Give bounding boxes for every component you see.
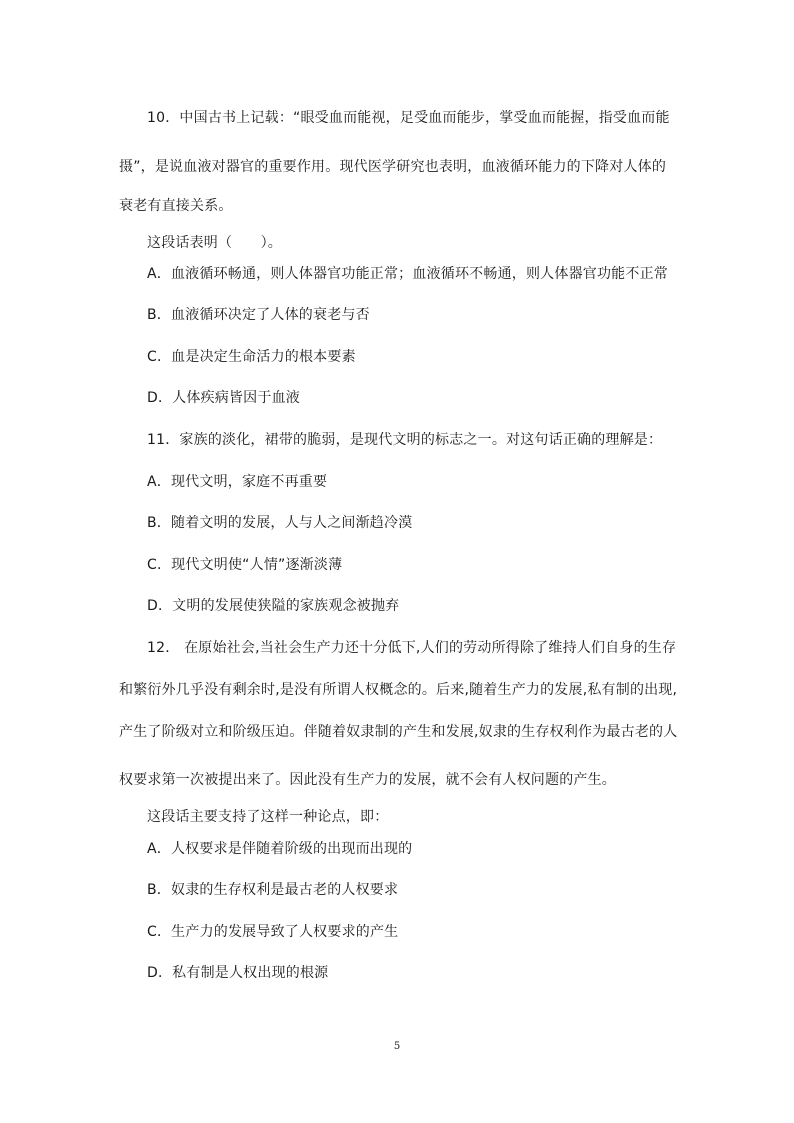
question-stem-line: 11．家族的淡化，裙带的脆弱，是现代文明的标志之一。对这句话正确的理解是： (147, 432, 663, 448)
question-stem-line: 产生了阶级对立和阶级压迫。伴随着奴隶制的产生和发展,奴隶的生存权利作为最古老的人 (119, 724, 678, 740)
question-stem-line: 衰老有直接关系。 (119, 198, 233, 214)
page-number: 5 (393, 1041, 401, 1052)
option-a: A．现代文明，家庭不再重要 (147, 474, 328, 490)
option-c: C．现代文明使“人情”逐渐淡薄 (147, 557, 343, 573)
question-stem-line: 12． 在原始社会,当社会生产力还十分低下,人们的劳动所得除了维持人们自身的生存 (147, 640, 677, 656)
option-a: A．血液循环畅通，则人体器官功能正常；血液循环不畅通，则人体器官功能不正常 (147, 266, 668, 282)
question-stem-line: 权要求第一次被提出来了。因此没有生产力的发展，就不会有人权问题的产生。 (119, 772, 616, 788)
option-c: C．生产力的发展导致了人权要求的产生 (147, 924, 399, 940)
question-stem-line: 和繁衍外几乎没有剩余时,是没有所谓人权概念的。后来,随着生产力的发展,私有制的出现, (119, 682, 678, 698)
option-b: B．血液循环决定了人体的衰老与否 (147, 307, 370, 323)
option-a: A．人权要求是伴随着阶级的出现而出现的 (147, 841, 413, 857)
option-b: B．奴隶的生存权利是最古老的人权要求 (147, 882, 399, 898)
option-b: B．随着文明的发展，人与人之间渐趋冷漠 (147, 515, 413, 531)
question-stem-line: 摄”，是说血液对器官的重要作用。现代医学研究也表明，血液循环能力的下降对人体的 (119, 159, 667, 175)
question-prompt: 这段话表明（ ）。 (147, 235, 282, 251)
option-d: D．人体疾病皆因于血液 (147, 390, 300, 406)
question-prompt: 这段话主要支持了这样一种论点，即： (147, 809, 389, 825)
option-d: D．文明的发展使狭隘的家族观念被抛弃 (147, 598, 400, 614)
option-c: C．血是决定生命活力的根本要素 (147, 349, 356, 365)
question-stem-line: 10．中国古书上记载：“眼受血而能视，足受血而能步，掌受血而能握，指受血而能 (147, 110, 670, 126)
option-d: D．私有制是人权出现的根源 (147, 965, 329, 981)
